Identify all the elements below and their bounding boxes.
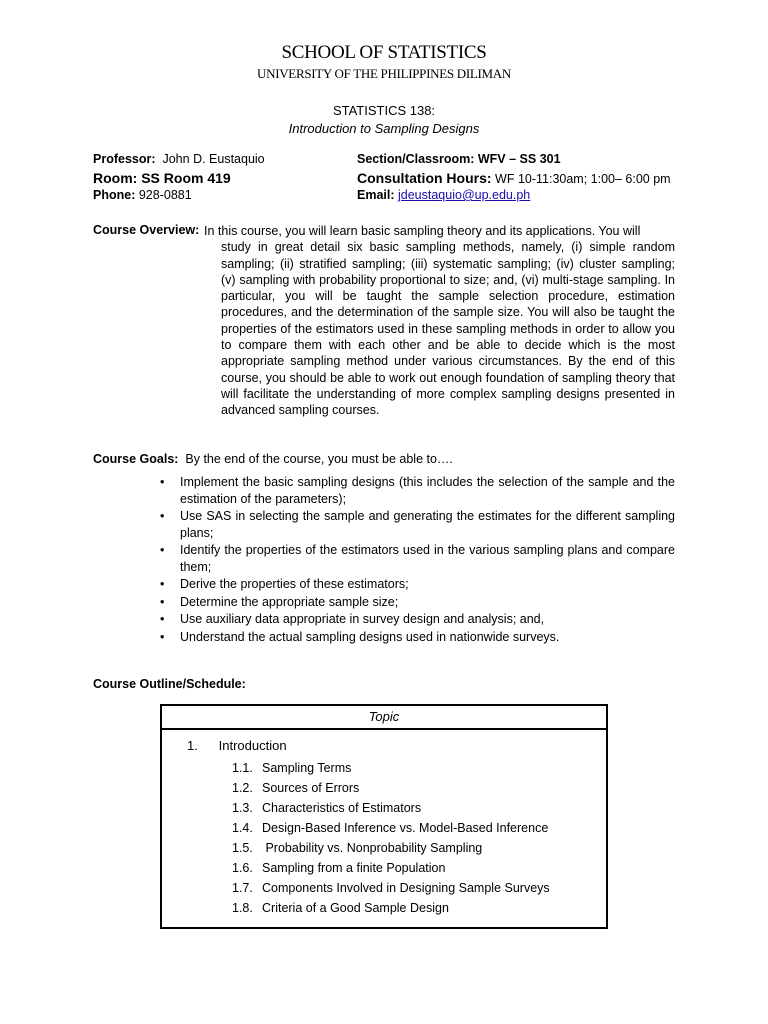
- overview-text: [93, 223, 675, 419]
- phone-value: 928-0881: [138, 188, 192, 202]
- goals-heading: [93, 452, 453, 466]
- room-value: SS Room 419: [141, 170, 231, 186]
- section-value: WFV – SS 301: [477, 152, 561, 166]
- goals-list: [160, 474, 675, 646]
- school-name: SCHOOL OF STATISTICS: [281, 42, 487, 63]
- subtopic-item: 1.6. Sampling from a finite Population: [232, 861, 446, 875]
- bullet-icon: •: [160, 475, 165, 489]
- goal-item: • Implement the basic sampling designs (this includes the selection of the sample and the estimation of the parameters);: [160, 475, 675, 506]
- goal-item: • Understand the actual sampling designs used in nationwide surveys.: [160, 629, 560, 644]
- phone-label: Phone:: [93, 188, 136, 202]
- subtopic-item: 1.2. Sources of Errors: [232, 781, 360, 795]
- subtopic-item: 1.7. Components Involved in Designing Sample Surveys: [232, 881, 550, 895]
- bullet-icon: •: [160, 629, 165, 644]
- goal-item: • Use SAS in selecting the sample and generating the estimates for the different sampling plans;: [160, 509, 675, 540]
- subtopic-list: [232, 758, 550, 918]
- goal-item: • Determine the appropriate sample size;: [160, 594, 399, 609]
- bullet-icon: •: [160, 577, 165, 591]
- subtopic-item: 1.5. Probability vs. Nonprobability Sampling: [232, 841, 483, 855]
- email-link[interactable]: jdeustaquio@up.edu.ph: [398, 188, 531, 202]
- professor-value: John D. Eustaquio: [162, 152, 265, 166]
- overview-first-line: In this course, you will learn basic sampling theory and its applications. You will: [204, 224, 641, 238]
- goal-item: • Derive the properties of these estimators;: [160, 577, 409, 591]
- goal-item: • Use auxiliary data appropriate in survey design and analysis; and,: [160, 612, 545, 626]
- professor-label: Professor:: [93, 152, 156, 166]
- chapter-heading: [187, 738, 287, 753]
- subtopic-item: 1.3. Characteristics of Estimators: [232, 801, 422, 815]
- chapter-number: 1.: [187, 738, 198, 753]
- table-header: Topic: [162, 706, 606, 730]
- professor-line: [93, 152, 265, 166]
- subtopic-item: 1.1. Sampling Terms: [232, 761, 352, 775]
- room-label: Room:: [93, 170, 138, 186]
- hours-value: WF 10-11:30am; 1:00– 6:00 pm: [495, 172, 671, 186]
- goals-intro: By the end of the course, you must be able to….: [185, 452, 453, 466]
- bullet-icon: •: [160, 612, 165, 626]
- section-label: Section/Classroom:: [357, 152, 475, 166]
- outline-table: [160, 704, 608, 929]
- hours-line: [357, 170, 671, 186]
- section-line: [357, 152, 561, 166]
- email-label: Email:: [357, 188, 395, 202]
- goals-label: Course Goals:: [93, 452, 179, 466]
- course-code: STATISTICS 138:: [332, 103, 436, 118]
- subtopic-item: 1.4. Design-Based Inference vs. Model-Based Inference: [232, 821, 549, 835]
- hours-label: Consultation Hours:: [357, 170, 492, 186]
- overview-body: study in great detail six basic sampling methods, namely, (i) simple random sampling; (ii) stratified sampling; (iii) systematic sampling; (iv) cluster sampling; (v) sampling with probability proportional to size; and, (vi) multi-stage sampling. In particular, you will be taught the sample selection procedure, estimation procedures, and the determination of the sample size. You will also be taught the properties of the estimators used in these sampling methods in order to allow you to compare them with each other and be able to decide which is the most appropriate sampling method under various circumstances. By the end of this course, you should be able to work out enough foundation of sampling theory that will facilitate the understanding of more complex sampling designs presented in advanced sampling courses.: [221, 240, 675, 418]
- outline-label: Course Outline/Schedule:: [93, 677, 246, 691]
- university-name: UNIVERSITY OF THE PHILIPPINES DILIMAN: [257, 66, 511, 81]
- bullet-icon: •: [160, 509, 165, 523]
- chapter-title: Introduction: [218, 738, 287, 753]
- goal-item: • Identify the properties of the estimators used in the various sampling plans and compare them;: [160, 543, 675, 574]
- email-line: [357, 188, 530, 202]
- course-title: Introduction to Sampling Designs: [288, 121, 480, 136]
- room-line: [93, 170, 231, 186]
- subtopic-item: 1.8. Criteria of a Good Sample Design: [232, 901, 449, 915]
- bullet-icon: •: [160, 594, 165, 609]
- bullet-icon: •: [160, 543, 165, 557]
- phone-line: [93, 188, 192, 202]
- overview-label: Course Overview:: [93, 223, 200, 237]
